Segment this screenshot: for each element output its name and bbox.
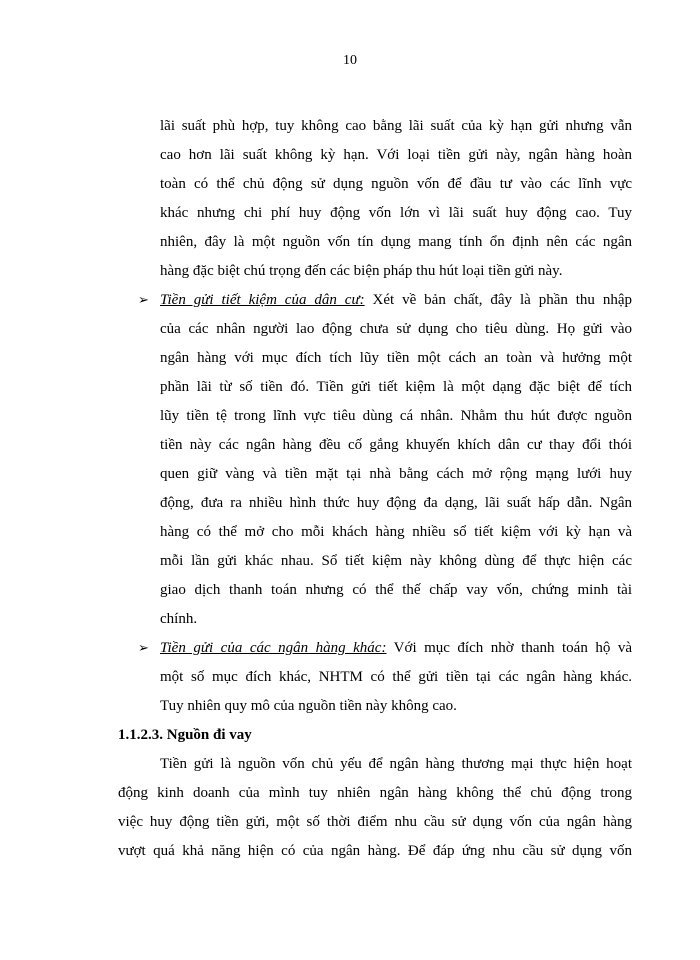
- section-heading: 1.1.2.3. Nguồn đi vay: [118, 727, 252, 743]
- text-line: việc huy động tiền gửi, một số thời điểm nhu cầu sử dụng vốn của ngân hàng: [118, 814, 632, 830]
- text-line: lãi suất phù hợp, tuy không cao bằng lãi suất của kỳ hạn gửi nhưng vẫn: [160, 118, 632, 134]
- text-line: vượt quá khả năng hiện có của ngân hàng. Để đáp ứng nhu cầu sử dụng vốn: [118, 843, 632, 859]
- text-line: quen giữ vàng và tiền mặt tại nhà bằng cách mở rộng mạng lưới huy: [160, 466, 632, 482]
- text-line: nhiên, đây là một nguồn vốn tín dụng mang tính ổn định nên các ngân: [160, 234, 632, 250]
- bullet-first-line: [160, 638, 632, 658]
- text-line: khác nhưng chi phí huy động vốn lớn vì lãi suất huy động cao. Tuy: [160, 205, 632, 221]
- text-line: lũy tiền tệ trong lĩnh vực tiêu dùng cá nhân. Nhằm thu hút được nguồn: [160, 408, 632, 424]
- text-line: một số mục đích khác, NHTM có thể gửi tiền tại các ngân hàng khác.: [160, 669, 632, 685]
- text-line: động kinh doanh của mình tuy nhiên ngân hàng không thể chủ động trong: [118, 785, 632, 801]
- bullet-term: Tiền gửi của các ngân hàng khác:: [160, 640, 387, 656]
- text-line: ngân hàng với mục đích tích lũy tiền một cách an toàn và hưởng một: [160, 350, 632, 366]
- bullet-term: Tiền gửi tiết kiệm của dân cư:: [160, 292, 365, 308]
- text-line: mỗi lần gửi khác nhau. Sổ tiết kiệm này không dùng để thực hiện các: [160, 553, 632, 569]
- text-line: của các nhân người lao động chưa sử dụng cho tiêu dùng. Họ gửi vào: [160, 321, 632, 337]
- text-line: cao hơn lãi suất không kỳ hạn. Với loại tiền gửi này, ngân hàng hoàn: [160, 147, 632, 163]
- bullet-first-line: [160, 290, 632, 310]
- text-line: tiền này các ngân hàng đều cố gắng khuyến khích dân cư thay đổi thói: [160, 437, 632, 453]
- arrow-bullet-icon: ➢: [138, 292, 149, 307]
- bullet-text: Với mục đích nhờ thanh toán hộ và: [386, 640, 632, 656]
- text-line: giao dịch thanh toán nhưng có thể thế chấp vay vốn, chứng minh tài: [160, 582, 632, 598]
- text-line: Tuy nhiên quy mô của nguồn tiền này không cao.: [160, 698, 457, 714]
- bullet-text: Xét về bản chất, đây là phần thu nhập: [364, 292, 633, 308]
- text-line: toàn có thể chủ động sử dụng nguồn vốn để đầu tư vào các lĩnh vực: [160, 176, 632, 192]
- text-line: chính.: [160, 611, 198, 627]
- text-line: Tiền gửi là nguồn vốn chủ yếu để ngân hàng thương mại thực hiện hoạt: [160, 756, 632, 772]
- page-number: 10: [343, 53, 357, 68]
- text-line: hàng có thể mở cho mỗi khách hàng nhiều sổ tiết kiệm với kỳ hạn và: [160, 524, 632, 540]
- text-line: hàng đặc biệt chú trọng đến các biện pháp thu hút loại tiền gửi này.: [160, 263, 563, 279]
- text-line: động, đưa ra nhiều hình thức huy động đa dạng, lãi suất hấp dẫn. Ngân: [160, 495, 632, 511]
- text-line: phần lãi từ số tiền đó. Tiền gửi tiết kiệm là một dạng đặc biệt để tích: [160, 379, 632, 395]
- arrow-bullet-icon: ➢: [138, 640, 149, 655]
